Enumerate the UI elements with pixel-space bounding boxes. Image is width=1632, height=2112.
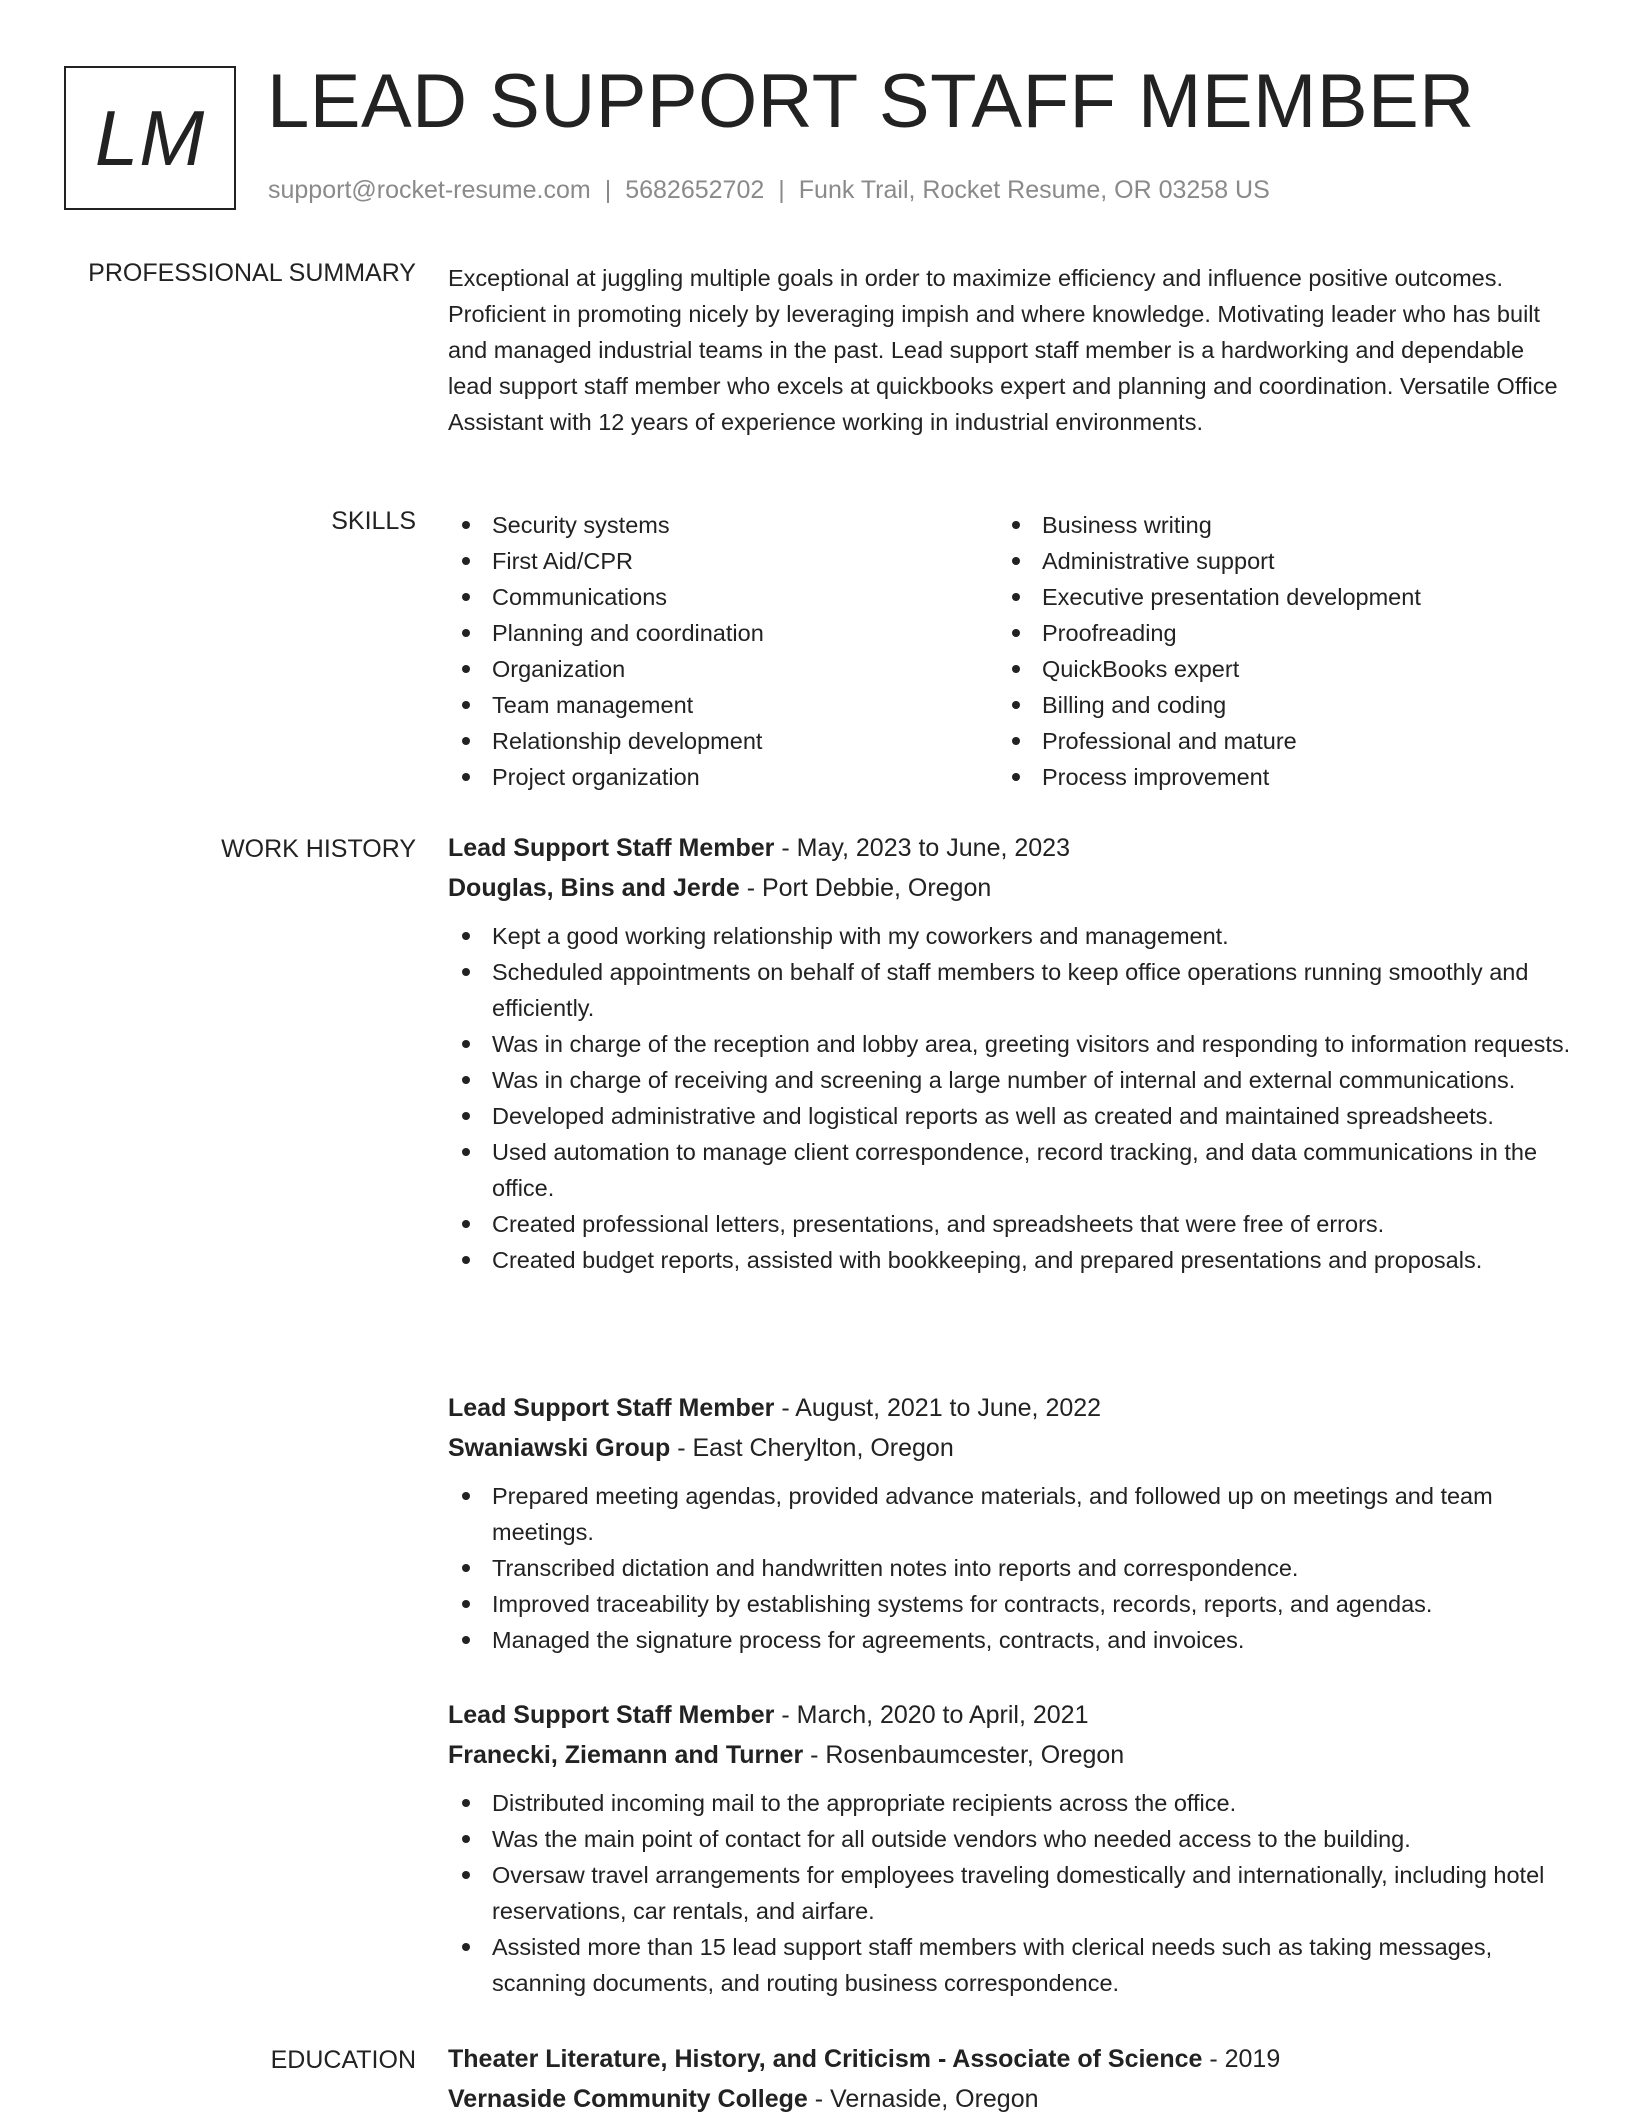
education-degree-line <box>448 2039 1572 2079</box>
list-item: Was in charge of receiving and screening a large number of internal and external communications. <box>448 1062 1572 1098</box>
skill-item: Security systems <box>448 507 998 543</box>
job-dates: - March, 2020 to April, 2021 <box>774 1701 1089 1729</box>
list-item: Improved traceability by establishing systems for contracts, records, reports, and agendas. <box>448 1586 1572 1622</box>
job-bullets <box>448 918 1572 1278</box>
skill-item: Business writing <box>998 507 1558 543</box>
list-item: Scheduled appointments on behalf of staff members to keep office operations running smoothly and efficiently. <box>448 954 1572 1026</box>
skill-item: Project organization <box>448 759 998 795</box>
skill-item: Relationship development <box>448 723 998 759</box>
job-entry <box>448 1388 1572 1658</box>
list-item: Was the main point of contact for all outside vendors who needed access to the building. <box>448 1821 1572 1857</box>
skill-item: Professional and mature <box>998 723 1558 759</box>
list-item: Transcribed dictation and handwritten notes into reports and correspondence. <box>448 1550 1572 1586</box>
education-degree: Theater Literature, History, and Criticism - Associate of Science <box>448 2045 1203 2073</box>
skill-item: QuickBooks expert <box>998 651 1558 687</box>
list-item: Kept a good working relationship with my coworkers and management. <box>448 918 1572 954</box>
skill-item: Proofreading <box>998 615 1558 651</box>
education-location: - Vernaside, Oregon <box>807 2085 1039 2112</box>
section-label-education: EDUCATION <box>270 2046 416 2074</box>
job-location: - Rosenbaumcester, Oregon <box>803 1741 1125 1769</box>
skill-item: First Aid/CPR <box>448 543 998 579</box>
skill-item: Planning and coordination <box>448 615 998 651</box>
skill-item: Process improvement <box>998 759 1558 795</box>
initials-monogram: LM <box>64 66 236 210</box>
job-company-line <box>448 1735 1572 1775</box>
list-item: Prepared meeting agendas, provided advance materials, and followed up on meetings and team meetings. <box>448 1478 1572 1550</box>
skills-column-2 <box>998 507 1558 795</box>
job-title-line <box>448 1388 1572 1428</box>
contact-email: support@rocket-resume.com <box>268 176 591 204</box>
contact-phone: 5682652702 <box>625 176 765 204</box>
job-company: Swaniawski Group <box>448 1434 671 1462</box>
job-company-line <box>448 1428 1572 1468</box>
list-item: Developed administrative and logistical reports as well as created and maintained spreadsheets. <box>448 1098 1572 1134</box>
job-dates: - August, 2021 to June, 2022 <box>774 1394 1102 1422</box>
skill-item: Administrative support <box>998 543 1558 579</box>
job-title-line <box>448 1695 1572 1735</box>
list-item: Managed the signature process for agreements, contracts, and invoices. <box>448 1622 1572 1658</box>
job-title: Lead Support Staff Member <box>448 1701 775 1729</box>
skill-item: Organization <box>448 651 998 687</box>
job-title: Lead Support Staff Member <box>448 834 775 862</box>
job-bullets <box>448 1785 1572 2001</box>
page-title: LEAD SUPPORT STAFF MEMBER <box>267 59 1475 144</box>
summary-text: Exceptional at juggling multiple goals in order to maximize efficiency and influence positive outcomes. Proficient in promoting nicely by leveraging impish and where knowledge. Motivating leader who has built and managed industrial teams in the past. Lead support staff member is a hardworking and dependable lead support staff member who excels at quickbooks expert and planning and coordination. Versatile Office Assistant with 12 years of experience working in industrial environments. <box>448 265 1558 435</box>
section-label-skills: SKILLS <box>331 507 416 535</box>
section-label-work-history: WORK HISTORY <box>221 835 416 863</box>
job-dates: - May, 2023 to June, 2023 <box>774 834 1070 862</box>
list-item: Assisted more than 15 lead support staff members with clerical needs such as taking messages, scanning documents, and routing business correspondence. <box>448 1929 1572 2001</box>
section-label-summary: PROFESSIONAL SUMMARY <box>88 259 416 287</box>
skill-item: Executive presentation development <box>998 579 1558 615</box>
job-title: Lead Support Staff Member <box>448 1394 775 1422</box>
skill-item: Communications <box>448 579 998 615</box>
list-item: Created professional letters, presentations, and spreadsheets that were free of errors. <box>448 1206 1572 1242</box>
job-title-line <box>448 828 1572 868</box>
list-item: Oversaw travel arrangements for employees traveling domestically and internationally, including hotel reservations, car rentals, and airfare. <box>448 1857 1572 1929</box>
education-entry <box>448 2039 1572 2112</box>
job-company: Douglas, Bins and Jerde <box>448 874 740 902</box>
skill-item: Team management <box>448 687 998 723</box>
education-school: Vernaside Community College <box>448 2085 808 2112</box>
job-bullets <box>448 1478 1572 1658</box>
skills-list <box>448 507 1572 795</box>
list-item: Distributed incoming mail to the appropriate recipients across the office. <box>448 1785 1572 1821</box>
job-location: - East Cherylton, Oregon <box>670 1434 954 1462</box>
job-entry <box>448 1695 1572 2001</box>
contact-line <box>268 176 1270 205</box>
job-location: - Port Debbie, Oregon <box>739 874 992 902</box>
job-entry <box>448 828 1572 1278</box>
list-item: Created budget reports, assisted with bookkeeping, and prepared presentations and proposals. <box>448 1242 1572 1278</box>
contact-separator: | <box>604 176 612 204</box>
education-year: - 2019 <box>1202 2045 1281 2073</box>
education-school-line <box>448 2079 1572 2112</box>
list-item: Was in charge of the reception and lobby area, greeting visitors and responding to information requests. <box>448 1026 1572 1062</box>
contact-address: Funk Trail, Rocket Resume, OR 03258 US <box>798 176 1270 204</box>
contact-separator: | <box>778 176 785 204</box>
job-company: Franecki, Ziemann and Turner <box>448 1741 804 1769</box>
job-company-line <box>448 868 1572 908</box>
skills-column-1 <box>448 507 998 795</box>
skill-item: Billing and coding <box>998 687 1558 723</box>
list-item: Used automation to manage client correspondence, record tracking, and data communications in the office. <box>448 1134 1572 1206</box>
